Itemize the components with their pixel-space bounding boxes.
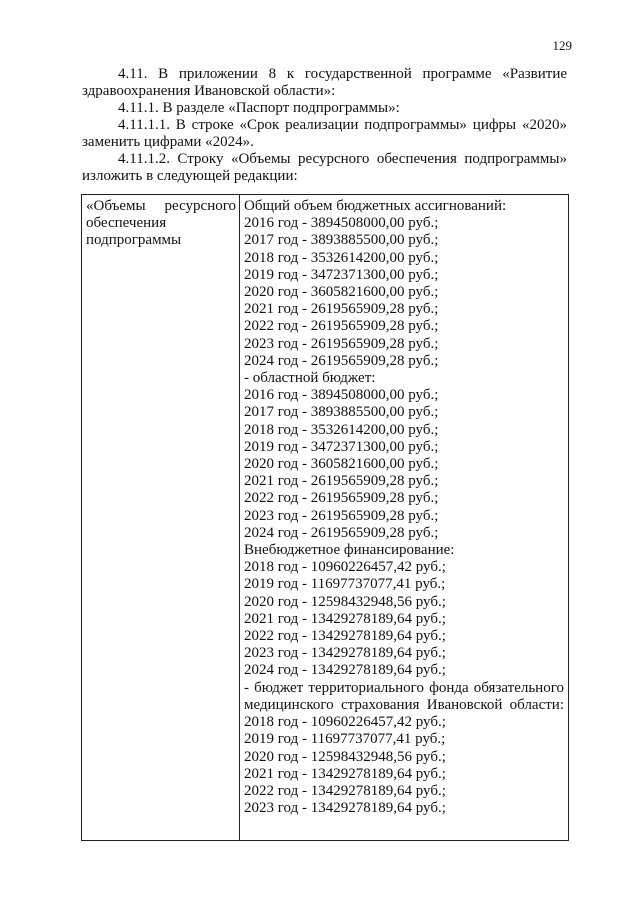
paragraph-4-11: 4.11. В приложении 8 к государственной программе «Развитие здравоохранения Ивановской области»: <box>82 66 567 99</box>
table-line: 2017 год - 3893885500,00 руб.; <box>244 232 439 249</box>
table-line: 2023 год - 13429278189,64 руб.; <box>244 645 446 662</box>
left-cell-line: «Объемы ресурсного <box>86 198 236 214</box>
table-line: 2018 год - 3532614200,00 руб.; <box>244 421 439 438</box>
table-line: 2019 год - 3472371300,00 руб.; <box>244 266 439 283</box>
table-line: 2020 год - 12598432948,56 руб.; <box>244 748 446 765</box>
paragraph-4-11-1-2: 4.11.1.2. Строку «Объемы ресурсного обеспечения подпрограммы» изложить в следующей редакции: <box>82 151 567 184</box>
paragraph-4-11-1: 4.11.1. В разделе «Паспорт подпрограммы»: <box>118 100 400 116</box>
table-line: 2020 год - 3605821600,00 руб.; <box>244 284 439 301</box>
left-cell-line: обеспечения <box>86 215 167 232</box>
table-line: 2016 год - 3894508000,00 руб.; <box>244 387 439 404</box>
table-line: 2021 год - 2619565909,28 руб.; <box>244 473 439 490</box>
table-right-cell <box>240 195 568 840</box>
resource-table <box>81 194 569 841</box>
table-line: 2020 год - 12598432948,56 руб.; <box>244 593 446 610</box>
table-line: 2022 год - 2619565909,28 руб.; <box>244 318 439 335</box>
table-line: 2023 год - 13429278189,64 руб.; <box>244 800 446 817</box>
table-line: 2024 год - 13429278189,64 руб.; <box>244 662 446 679</box>
table-line: 2017 год - 3893885500,00 руб.; <box>244 404 439 421</box>
table-line: 2022 год - 13429278189,64 руб.; <box>244 628 446 645</box>
table-line: 2018 год - 10960226457,42 руб.; <box>244 559 446 576</box>
table-line: 2024 год - 2619565909,28 руб.; <box>244 524 439 541</box>
table-line: - областной бюджет: <box>244 370 376 387</box>
intro-text <box>82 66 567 185</box>
table-line: Общий объем бюджетных ассигнований: <box>244 198 507 214</box>
table-line: 2019 год - 3472371300,00 руб.; <box>244 438 439 455</box>
table-line: 2018 год - 10960226457,42 руб.; <box>244 714 446 731</box>
fund-heading: - бюджет территориального фонда обязательного медицинского страхования Ивановской области: <box>244 679 564 713</box>
table-line: 2023 год - 2619565909,28 руб.; <box>244 335 439 352</box>
table-line: 2016 год - 3894508000,00 руб.; <box>244 215 439 232</box>
table-line: 2021 год - 2619565909,28 руб.; <box>244 301 439 318</box>
table-line: 2019 год - 11697737077,41 руб.; <box>244 731 446 748</box>
paragraph-4-11-1-1: 4.11.1.1. В строке «Срок реализации подпрограммы» цифры «2020» заменить цифрами «2024». <box>82 117 567 150</box>
table-line: 2023 год - 2619565909,28 руб.; <box>244 507 439 524</box>
table-line: Внебюджетное финансирование: <box>244 542 455 559</box>
table-line: 2024 год - 2619565909,28 руб.; <box>244 352 439 369</box>
table-line: 2022 год - 13429278189,64 руб.; <box>244 782 446 799</box>
table-line: 2022 год - 2619565909,28 руб.; <box>244 490 439 507</box>
page-number: 129 <box>552 38 572 53</box>
table-line: 2018 год - 3532614200,00 руб.; <box>244 249 439 266</box>
table-left-cell <box>82 195 240 840</box>
left-cell-line: подпрограммы <box>86 232 182 249</box>
table-line: 2019 год - 11697737077,41 руб.; <box>244 576 446 593</box>
table-line: 2021 год - 13429278189,64 руб.; <box>244 765 446 782</box>
table-line: 2020 год - 3605821600,00 руб.; <box>244 456 439 473</box>
table-line: 2021 год - 13429278189,64 руб.; <box>244 610 446 627</box>
